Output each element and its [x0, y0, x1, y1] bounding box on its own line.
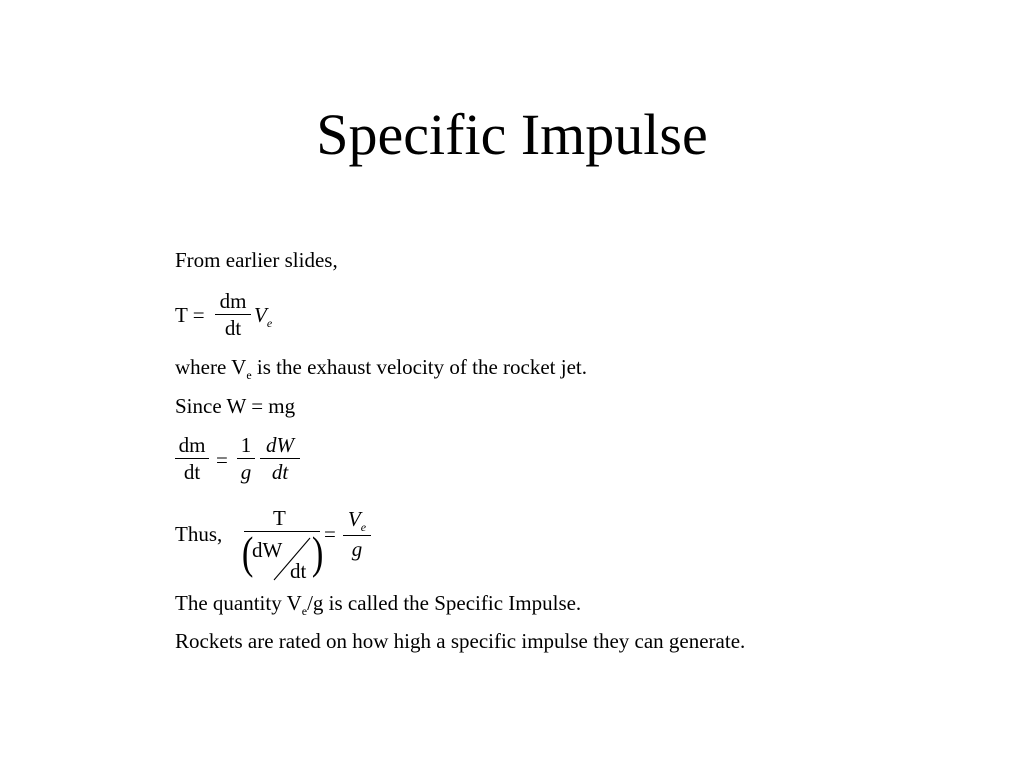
left-paren: (	[241, 527, 254, 578]
intro-line: From earlier slides,	[175, 248, 338, 272]
thrust-numerator: dm	[219, 289, 247, 313]
thus-rhs-subscript: e	[360, 520, 367, 534]
where-subscript: e	[246, 368, 252, 382]
thrust-velocity-symbol: V	[254, 303, 267, 327]
thus-dt: dt	[290, 559, 307, 583]
thus-label: Thus,	[175, 522, 223, 546]
rate-right-numerator: dW	[266, 433, 294, 457]
rate-right-denominator: dt	[271, 460, 289, 484]
rate-left-numerator: dm	[178, 433, 206, 457]
thus-main-bar	[244, 531, 320, 532]
slide-title: Specific Impulse	[316, 102, 708, 167]
thus-numerator: T	[273, 506, 286, 530]
thus-rhs-fraction	[343, 506, 371, 562]
quantity-text-a: The quantity V	[175, 591, 302, 615]
rate-fraction-right	[260, 432, 300, 485]
thus-rhs-denominator: g	[351, 537, 363, 561]
rockets-line: Rockets are rated on how high a specific impulse they can generate.	[175, 629, 746, 653]
quantity-text-b: /g is called the Specific Impulse.	[307, 591, 582, 615]
thrust-velocity	[254, 302, 272, 331]
thrust-velocity-subscript: e	[266, 316, 273, 330]
thus-equals: =	[324, 522, 336, 546]
where-line	[175, 354, 587, 383]
thrust-fraction	[215, 288, 251, 341]
quantity-line	[175, 590, 581, 619]
where-text-b: is the exhaust velocity of the rocket jet.	[251, 355, 587, 379]
thrust-lhs: T =	[175, 303, 205, 327]
since-line: Since W = mg	[175, 394, 296, 418]
rate-middle-numerator: 1	[240, 433, 252, 457]
rate-left-denominator: dt	[183, 460, 201, 484]
rate-fraction-middle	[237, 432, 255, 485]
thus-rhs-numerator	[343, 506, 371, 535]
where-text-a: where V	[175, 355, 247, 379]
rate-middle-denominator: g	[240, 460, 252, 484]
rate-fraction-left	[175, 432, 209, 485]
right-paren: )	[311, 527, 324, 578]
quantity-subscript: e	[301, 604, 308, 618]
rate-equals: =	[216, 448, 228, 472]
thrust-denominator: dt	[224, 316, 242, 340]
thus-dw: dW	[252, 538, 283, 562]
thus-rhs-v: V	[347, 507, 361, 531]
